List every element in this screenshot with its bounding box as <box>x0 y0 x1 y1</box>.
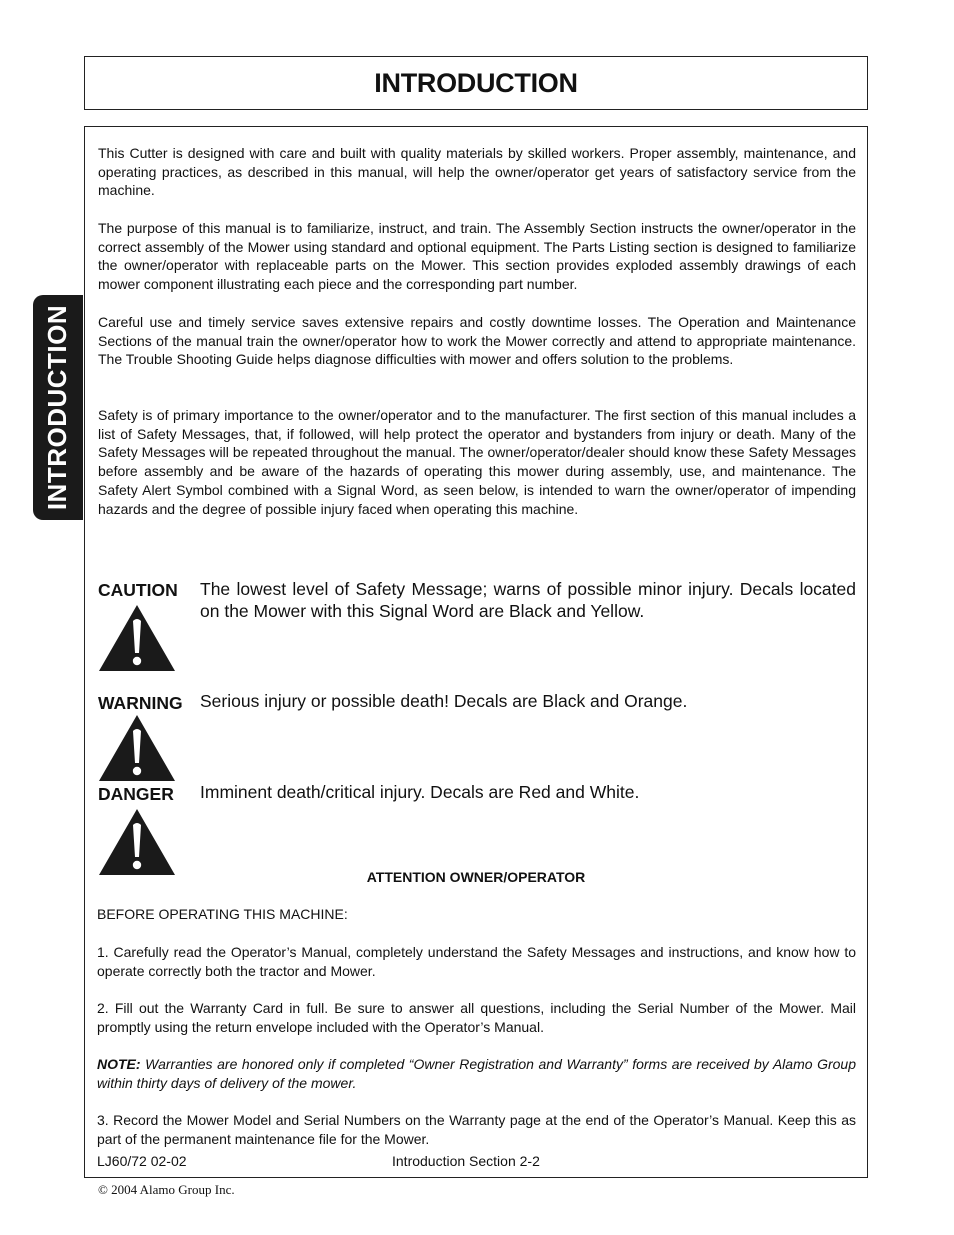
note-text: Warranties are honored only if completed “Owner Registration and Warranty” forms are received by Alamo Group within thirty days of delivery of the mower. <box>97 1056 857 1091</box>
before-operating-heading: BEFORE OPERATING THIS MACHINE: <box>97 906 348 922</box>
content-box <box>84 126 868 1178</box>
attention-item-2: 2. Fill out the Warranty Card in full. Be sure to answer all questions, including the Serial Number of the Mower. Mail promptly using the return envelope included with the Operator’s Manual. <box>97 1000 856 1035</box>
side-tab-label: INTRODUCTION <box>42 304 73 511</box>
intro-paragraph-2: The purpose of this manual is to familiarize, instruct, and train. The Assembly Section instructs the owner/operator in the correct assembly of the Mower using standard and optional equipment. The Parts Listing section is designed to familiarize the owner/operator with replaceable parts on the Mower. This section provides exploded assembly drawings of each mower component illustrating each piece and the corresponding part number. <box>98 220 856 293</box>
section-side-tab <box>33 295 83 520</box>
safety-alert-triangle-icon <box>97 603 177 673</box>
intro-paragraph-4: Safety is of primary importance to the owner/operator and to the manufacturer. The first section of this manual includes a list of Safety Messages, that, if followed, will help protect the operator and bystanders from injury or death. Many of the Safety Messages will be repeated throughout the manual. The owner/operator/dealer should know these Safety Messages before assembly and be aware of the hazards of operating this mower during assembly, use, and maintenance. The Safety Alert Symbol combined with a Signal Word, as seen below, is intended to warn the owner/operator of impending hazards and the degree of possible injury faced when operating this machine. <box>98 407 856 517</box>
safety-alert-triangle-icon <box>97 807 177 877</box>
warning-label: WARNING <box>98 693 183 713</box>
caution-label: CAUTION <box>98 580 178 600</box>
attention-title: ATTENTION OWNER/OPERATOR <box>366 869 586 885</box>
page-title: INTRODUCTION <box>374 67 578 98</box>
footer-section: Introduction Section 2-2 <box>392 1153 540 1169</box>
intro-paragraph-1: This Cutter is designed with care and built with quality materials by skilled workers. Proper assembly, maintenance, and operating practices, as described in this manual, will help the owner/operator get years of satisfactory service from the machine. <box>98 145 856 199</box>
attention-item-3: 3. Record the Mower Model and Serial Numbers on the Warranty page at the end of the Operator’s Manual. Keep this as part of the permanent maintenance file for the Mower. <box>97 1112 856 1147</box>
warranty-note <box>97 1055 856 1092</box>
intro-paragraph-3: Careful use and timely service saves extensive repairs and costly downtime losses. The Operation and Maintenance Sections of the manual train the owner/operator how to work the Mower correctly and attend to appropriate maintenance. The Trouble Shooting Guide helps diagnose difficulties with mower and offers solution to the problems. <box>98 314 856 368</box>
danger-text: Imminent death/critical injury. Decals are Red and White. <box>200 782 640 802</box>
safety-alert-triangle-icon <box>97 713 177 783</box>
caution-text: The lowest level of Safety Message; warns of possible minor injury. Decals located on the Mower with this Signal Word are Black and Yellow. <box>200 579 856 621</box>
note-label: NOTE: <box>97 1056 141 1072</box>
page-header-box <box>84 56 868 110</box>
danger-label: DANGER <box>98 784 174 804</box>
footer-model: LJ60/72 02-02 <box>97 1153 187 1169</box>
attention-item-1: 1. Carefully read the Operator’s Manual, completely understand the Safety Messages and instructions, and know how to operate correctly both the tractor and Mower. <box>97 944 856 979</box>
copyright: © 2004 Alamo Group Inc. <box>98 1182 235 1197</box>
warning-text: Serious injury or possible death! Decals are Black and Orange. <box>200 691 688 711</box>
